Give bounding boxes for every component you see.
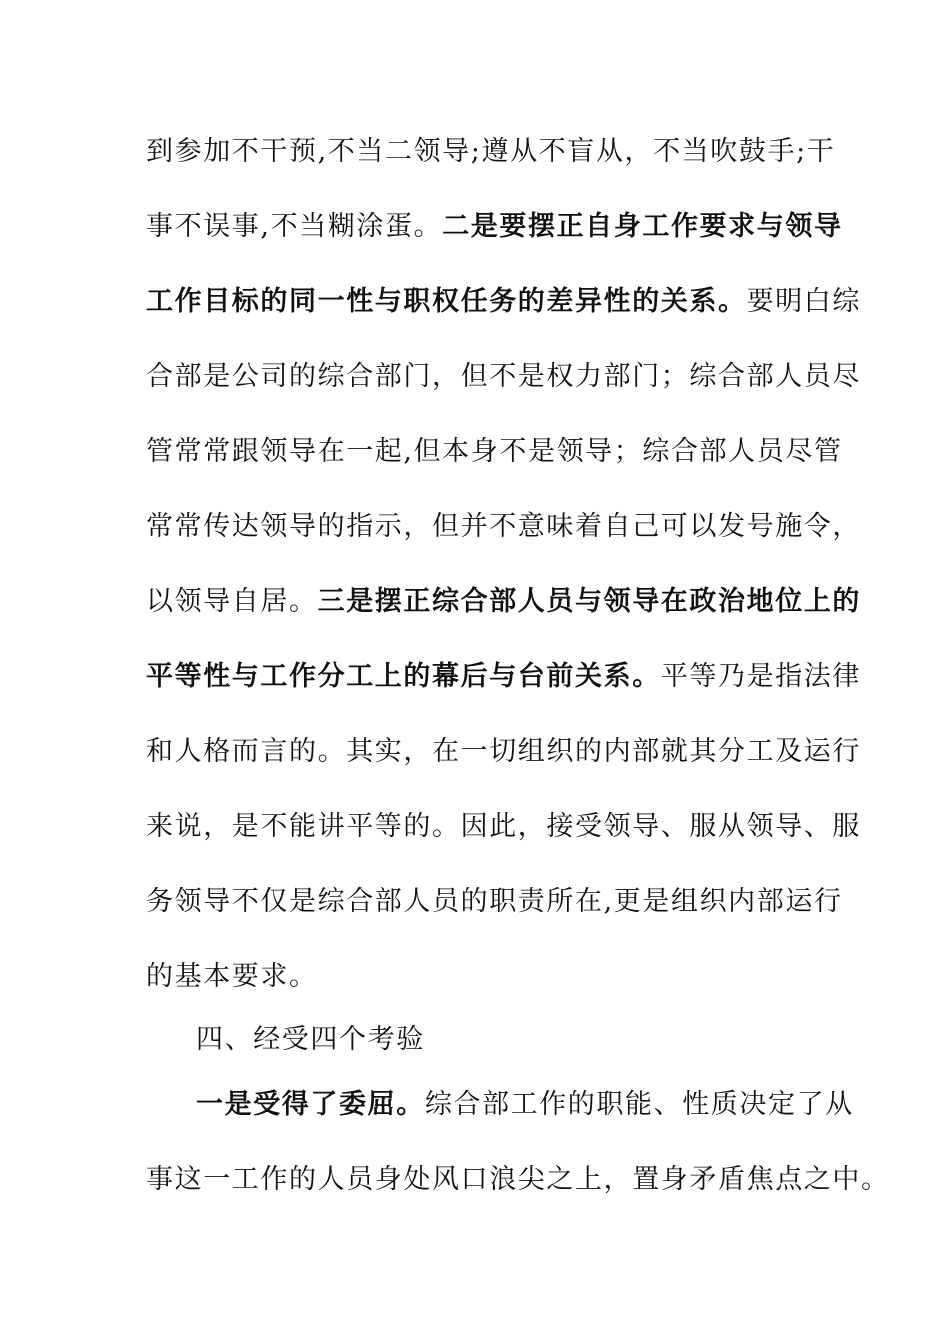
text-line xyxy=(146,807,861,847)
bold-heading-segment: 二是要摆正自身工作要求与领导 xyxy=(442,211,843,242)
text-line xyxy=(146,957,846,997)
text-line xyxy=(146,432,846,472)
text-segment: 以领导自居。 xyxy=(146,586,318,617)
text-segment: 常常传达领导的指示，但并不意味着自己可以发号施令， xyxy=(146,511,861,542)
text-segment: 来说，是不能讲平等的。因此，接受领导、服从领导、服 xyxy=(146,811,861,842)
text-line xyxy=(196,1085,896,1125)
text-line xyxy=(146,1160,890,1200)
text-segment: 和人格而言的。其实，在一切组织的内部就其分工及运行 xyxy=(146,736,861,767)
text-segment: 综合部工作的职能、性质决定了从 xyxy=(424,1089,854,1120)
bold-heading-segment: 工作目标的同一性与职权任务的差异性的关系。 xyxy=(146,286,747,317)
bold-heading-segment: 平等性与工作分工上的幕后与台前关系。 xyxy=(146,661,661,692)
text-line xyxy=(146,657,862,697)
text-segment: 管常常跟领导在一起,但本身不是领导；综合部人员尽管 xyxy=(146,436,843,467)
section-heading xyxy=(196,1020,896,1060)
text-segment: 的基本要求。 xyxy=(146,961,318,992)
text-segment: 平等乃是指法律 xyxy=(660,661,862,692)
text-segment: 合部是公司的综合部门，但不是权力部门；综合部人员尽 xyxy=(146,361,861,392)
text-line xyxy=(146,132,846,172)
text-line xyxy=(146,732,861,772)
text-line xyxy=(146,357,861,397)
text-segment: 务领导不仅是综合部人员的职责所在,更是组织内部运行 xyxy=(146,886,843,917)
text-segment: 事这一工作的人员身处风口浪尖之上，置身矛盾焦点之中。 xyxy=(146,1164,890,1195)
bold-heading-segment: 一是受得了委屈。 xyxy=(196,1089,425,1120)
text-line xyxy=(146,282,862,322)
bold-heading-segment: 三是摆正综合部人员与领导在政治地位上的 xyxy=(317,586,862,617)
text-segment: 到参加不干预,不当二领导;遵从不盲从，不当吹鼓手;干 xyxy=(146,136,836,167)
section-heading-text: 四、经受四个考验 xyxy=(196,1024,425,1055)
text-line xyxy=(146,582,862,622)
text-line xyxy=(146,882,846,922)
text-segment: 要明白综 xyxy=(746,286,862,317)
text-line xyxy=(146,207,846,247)
text-segment: 事不误事,不当糊涂蛋。 xyxy=(146,211,443,242)
text-line xyxy=(146,507,861,547)
